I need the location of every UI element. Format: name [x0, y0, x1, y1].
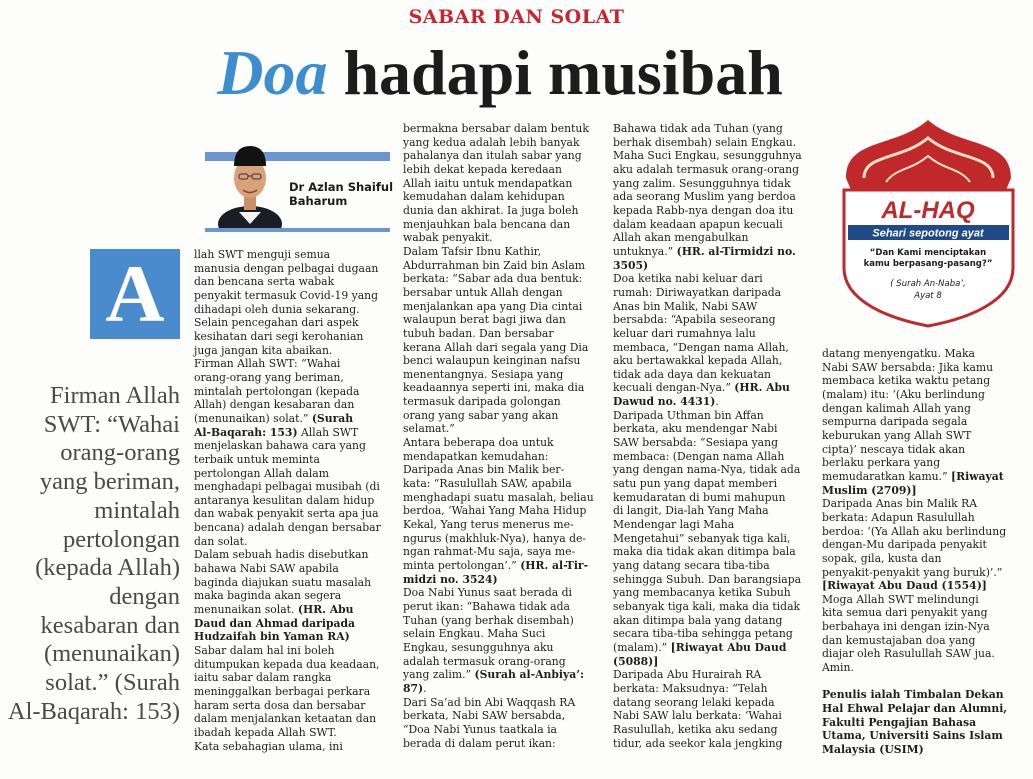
text-line: diajar oleh Rasulullah SAW jua. — [822, 647, 995, 661]
text-line: dan wabak penyakit serta apa jua — [194, 507, 379, 521]
text-line: untuknya.” (HR. al-Tirmidzi no. — [613, 244, 796, 258]
pull-quote — [0, 382, 180, 726]
text-line: menjauhkan bala bencana dan — [403, 217, 571, 231]
text-line: bahawa Nabi SAW apabila — [194, 562, 339, 576]
badge-tagline: Sehari sepotong ayat — [872, 227, 984, 240]
text-line: Firman Allah SWT: “Wahai — [194, 357, 341, 371]
text-line: haram serta dosa dan bersabar — [194, 698, 366, 712]
text-line: Daripada Abu Hurairah RA — [613, 668, 762, 682]
text-line: dengan kalimah Allah yang — [822, 401, 971, 415]
badge-source-line1: ( Surah An-Naba’, — [890, 279, 966, 289]
text-line: SAW bersabda: “Sesiapa yang — [613, 436, 778, 450]
text-line: 3505) — [613, 258, 649, 272]
text-line: keadaannya seperti ini, maka dia — [403, 381, 585, 395]
text-line: Malaysia (USIM) — [822, 743, 924, 757]
headline — [0, 38, 1000, 108]
text-line: menjalankan apa yang Dia cintai — [403, 299, 583, 313]
text-line: bersabda: “Apabila seseorang — [613, 313, 776, 327]
text-line: Maha Suci Engkau, sesungguhnya — [613, 149, 802, 163]
text-line: 87). — [403, 681, 427, 695]
text-line: ditumpukan kepada dua keadaan, — [194, 657, 380, 671]
text-line: selamat.” — [403, 422, 455, 436]
text-line: berkata, aku mendengar Nabi — [613, 422, 778, 436]
text-line: Nabi SAW bersabda: Jika kamu — [822, 360, 994, 374]
text-line: berbahaya ini dengan izin-Nya — [822, 620, 990, 634]
text-line: lebih dekat kepada keredaan — [403, 162, 562, 176]
text-line: baginda diajukan suatu masalah — [194, 575, 372, 589]
text-line: minta pertolongan’.” (HR. al-Tir- — [403, 559, 589, 572]
badge-verse-line1: “Dan Kami menciptakan — [869, 248, 987, 258]
text-line: dalam menjalankan ketaatan dan — [194, 712, 377, 726]
text-line: kecuali dengan-Nya.” (HR. Abu — [613, 381, 790, 395]
author-name — [289, 180, 399, 208]
text-line: Dari Sa’ad bin Abi Waqqash RA — [403, 695, 576, 709]
drop-cap: A — [90, 249, 180, 339]
text-line: dihadapi oleh dunia sekarang. — [194, 302, 360, 316]
text-line: cipta)’ nescaya tidak akan — [822, 442, 966, 456]
text-line: berdoa: ‘(Ya Allah aku berlindung — [822, 524, 1007, 538]
text-line: aku adalah termasuk orang-orang — [613, 162, 800, 176]
text-line: yang dengan nama-Nya, tidak ada — [613, 463, 801, 477]
text-line: “Doa Nabi Yunus taatkala ia — [403, 722, 557, 736]
text-line: aku bertawakkal kepada Allah, — [613, 354, 783, 368]
text-line: kemudahan dalam kehidupan — [403, 190, 565, 204]
text-line: perut ikan: “Bahawa tidak ada — [403, 599, 570, 613]
text-line: bermakna bersabar dalam bentuk — [403, 122, 589, 135]
text-line: dan bencana serta wabak — [194, 275, 335, 289]
text-line: Doa Nabi Yunus saat berada di — [403, 586, 572, 600]
text-line: Dalam Tafsir Ibnu Kathir, — [403, 244, 542, 258]
author-name-line1: Dr Azlan Shaiful — [289, 180, 394, 194]
text-line: ngan rahmat-Mu saja, saya me- — [403, 545, 576, 559]
text-line: mendapatkan kemudahan: — [403, 449, 549, 463]
text-line: dalam keadaan apapun kecuali — [613, 217, 783, 231]
text-line: walaupun berat bagi jiwa dan — [403, 313, 566, 327]
text-line: antaranya kesulitan dalam hidup — [194, 493, 375, 507]
text-line: Sabar dalam hal ini boleh — [194, 644, 335, 658]
text-line: mintalah pertolongan (kepada — [194, 384, 360, 398]
text-line: Selain pencegahan dari aspek — [194, 316, 359, 330]
headline-highlight: Doa — [217, 37, 328, 108]
pull-quote-line: pertolongan — [62, 525, 180, 553]
text-line: bencana) adalah dengan bersabar — [194, 521, 381, 535]
text-line: manusia dengan pelbagai dugaan — [194, 261, 379, 275]
text-line: menentangnya. Sesiapa yang — [403, 367, 564, 381]
text-line: menghadapi pelbagai musibah (di — [194, 480, 380, 494]
text-line: Dalam sebuah hadis disebutkan — [194, 548, 369, 562]
text-line: termasuk daripada golongan — [403, 395, 561, 409]
text-line: berkata: Maksudnya: “Telah — [613, 681, 768, 695]
text-line: Allah akan mengabulkan — [613, 231, 749, 245]
text-line: Anas bin Malik, Nabi SAW — [613, 299, 758, 313]
pull-quote-line: dengan — [109, 582, 180, 610]
text-line: adalah termasuk orang-orang — [403, 654, 566, 668]
text-line: berhak disembah) selain Engkau. — [613, 135, 797, 149]
pull-quote-line: Firman Allah — [50, 382, 180, 409]
badge-ornament — [846, 120, 1011, 190]
column-2 — [403, 122, 603, 750]
text-line: maka baginda akan segera — [194, 589, 342, 603]
text-line: Dawud no. 4431). — [613, 395, 719, 409]
column-3 — [613, 122, 818, 750]
text-line: membaca: (Dengan nama Allah — [613, 449, 785, 463]
text-line: akan ditimpa bala yang datang — [613, 613, 783, 627]
text-line: yang kedua adalah lebih banyak — [403, 135, 580, 149]
text-line: Mendengar lagi Maha — [613, 518, 735, 532]
text-line: berdoa, ‘Wahai Yang Maha Hidup — [403, 504, 587, 518]
text-line: pertolongan Allah dalam — [194, 466, 329, 480]
text-line: ngurus (makhluk-Nya), hanya de- — [403, 531, 587, 545]
text-line: membaca, “Dengan nama Allah, — [613, 340, 789, 354]
text-line: Bahawa tidak ada Tuhan (yang — [613, 122, 783, 135]
text-line: Utama, Universiti Sains Islam — [822, 729, 1003, 743]
text-line: sehingga Subuh. Dan barangsiapa — [613, 572, 802, 586]
text-line: Nabi SAW lalu berkata: ‘Wahai — [613, 709, 782, 723]
text-line: (malam).” [Riwayat Abu Daud — [613, 640, 787, 654]
pull-quote-line: solat.” (Surah — [45, 669, 180, 697]
text-line: Allah) dengan kesabaran dan — [194, 398, 355, 412]
text-line: dan kemustajaban doa yang — [822, 633, 976, 647]
text-line: berlaku perkara yang — [822, 456, 941, 470]
text-line: yang zalim.” (Surah al-Anbiya’: — [403, 668, 585, 682]
text-line: sebanyak tiga kali, maka dia tidak — [613, 599, 801, 613]
text-line: datang seorang lelaki kepada — [613, 695, 775, 709]
text-line: Mengetahui” sebanyak tiga kali, — [613, 531, 791, 545]
text-line: kata: “Rasulullah SAW, apabila — [403, 477, 572, 491]
text-line: ibadah kepada Allah SWT. — [194, 725, 337, 739]
text-line: tubuh badan. Dan bersabar — [403, 326, 554, 340]
pull-quote-line: yang beriman, — [39, 468, 180, 496]
text-line: bersabar untuk Allah dengan — [403, 285, 563, 299]
text-line: Antara beberapa doa untuk — [403, 436, 554, 450]
author-photo — [217, 132, 283, 228]
author-box — [205, 132, 394, 232]
text-line: penyakit termasuk Covid-19 yang — [194, 288, 379, 302]
text-line: tidur, ada seekor kala jengking — [613, 736, 783, 750]
text-line: kita semua dari penyakit yang — [822, 606, 988, 620]
text-line: berkata: Adapun Rasulullah — [822, 510, 975, 524]
text-line: berada di dalam perut ikan: — [403, 736, 556, 750]
text-line: keburukan yang Allah SWT — [822, 428, 972, 442]
text-line: membaca ketika waktu petang — [822, 374, 991, 388]
text-line: Abdurrahman bin Zaid bin Aslam — [403, 258, 586, 272]
text-line: satu pun yang dapat memberi — [613, 477, 778, 491]
text-line: llah SWT menguji semua — [194, 248, 331, 261]
pull-quote-line: SWT: “Wahai — [43, 410, 180, 438]
text-line: Doa ketika nabi keluar dari — [613, 272, 763, 286]
text-line: (5088)] — [613, 654, 659, 668]
text-line: ada seorang Muslim yang berdoa — [613, 190, 796, 204]
kicker: SABAR DAN SOLAT — [408, 6, 625, 28]
text-line: keluar dari rumahnya lalu — [613, 326, 756, 340]
pull-quote-line: Al-Baqarah: 153) — [7, 697, 180, 725]
text-line: yang membacanya ketika Subuh — [613, 586, 791, 600]
text-line: iaitu sabar dalam rangka — [194, 671, 332, 685]
column-1 — [194, 248, 394, 753]
text-line: Hal Ehwal Pelajar dan Alumni, — [822, 702, 1008, 716]
pull-quote-line: (kepada Allah) — [35, 554, 180, 582]
badge-brand: AL-HAQ — [881, 197, 975, 224]
text-line: yang zalim. Sesungguhnya tidak — [613, 176, 791, 190]
text-line: Al-Baqarah: 153) Allah SWT — [194, 425, 359, 439]
text-line: kemudaratan di bumi mahupun — [613, 490, 786, 504]
badge-source-line2: Ayat 8 — [914, 291, 942, 301]
text-line: tidak ada daya dan kekuatan — [613, 367, 771, 381]
text-line: Daripada Uthman bin Affan — [613, 408, 764, 422]
headline-rest: hadapi musibah — [343, 37, 783, 108]
text-line: datang menyengatku. Maka — [822, 347, 975, 360]
text-line: Rasulullah, ketika aku sedang — [613, 722, 778, 736]
text-line: Kata sebahagian ulama, ini — [194, 739, 343, 753]
pull-quote-line: (menunaikan) — [43, 640, 180, 668]
badge-verse-line2: kamu berpasang-pasang?” — [863, 259, 993, 269]
text-line: selain Engkau. Maha Suci — [403, 627, 546, 641]
text-line: meninggalkan berbagai perkara — [194, 685, 371, 698]
author-bar-bottom — [205, 228, 390, 232]
text-line: Fakulti Pengajian Bahasa — [822, 715, 977, 729]
text-line: orang-orang yang beriman, — [194, 370, 344, 384]
text-line: wabak penyakit. — [403, 231, 493, 245]
text-line: Daripada Anas bin Malik RA — [822, 497, 978, 511]
text-line — [822, 675, 1027, 689]
text-line: memudaratkan kamu.” [Riwayat — [822, 469, 1004, 483]
al-haq-badge — [836, 118, 1021, 328]
text-line: sopak, gila, kusta dan — [822, 551, 942, 565]
text-line: Amin. — [822, 661, 854, 675]
text-line: Daripada Anas bin Malik ber- — [403, 463, 565, 477]
text-line: Hudzaifah bin Yaman RA) — [194, 630, 350, 644]
text-line: juga jangan kita abaikan. — [194, 343, 333, 357]
column-4 — [822, 347, 1027, 757]
text-line: kerana Allah dari segala yang Dia — [403, 340, 589, 354]
text-line: midzi no. 3524) — [403, 572, 498, 586]
text-line: benci walaupun keinginan nafsu — [403, 354, 581, 368]
text-line: dengan-Mu daripada penyakit — [822, 538, 987, 552]
text-line: menunaikan solat. (HR. Abu — [194, 603, 354, 617]
text-line: Engkau, sesungguhnya aku — [403, 640, 554, 654]
text-line: berkata, Nabi SAW bersabda, — [403, 709, 566, 723]
text-line: kepada Rabb-nya dengan doa itu — [613, 203, 794, 217]
text-line: sempurna daripada segala — [822, 415, 968, 429]
text-line: pahalanya dan itulah sabar yang — [403, 149, 582, 163]
text-line: menghadapi suatu masalah, beliau — [403, 490, 594, 504]
text-line: yang datang secara tiba-tiba — [613, 559, 770, 572]
pull-quote-line: orang-orang — [60, 439, 180, 467]
text-line: rumah: Diriwayatkan daripada — [613, 285, 782, 299]
text-line: secara tiba-tiba sehingga petang — [613, 627, 793, 641]
text-line: menjelaskan bahawa cara yang — [194, 439, 366, 453]
text-line: penyakit-penyakit yang buruk)’.” — [822, 565, 1003, 579]
pull-quote-line: kesabaran dan — [40, 611, 180, 639]
text-line: terbaik untuk meminta — [194, 452, 320, 466]
author-name-line2: Baharum — [289, 194, 348, 208]
text-line: Moga Allah SWT melindungi — [822, 592, 979, 606]
text-line: kesihatan dari segi kerohanian — [194, 329, 364, 343]
text-line: orang yang sabar yang akan — [403, 408, 559, 422]
text-line: Kekal, Yang terus menerus me- — [403, 518, 574, 532]
text-line: Penulis ialah Timbalan Dekan — [822, 688, 1004, 702]
text-line: Muslim (2709)] — [822, 483, 917, 497]
text-line: dunia dan akhirat. Ia juga boleh — [403, 203, 579, 217]
text-line: Allah iaitu untuk mendapatkan — [403, 176, 573, 190]
text-line: (menunaikan) solat.” (Surah — [194, 411, 354, 425]
text-line: berkata: “Sabar ada dua bentuk: — [403, 272, 583, 286]
pull-quote-line: mintalah — [94, 496, 180, 524]
text-line: [Riwayat Abu Daud (1554)] — [822, 579, 987, 593]
text-line: maka dia tidak akan ditimpa bala — [613, 545, 796, 559]
text-line: Daud dan Ahmad daripada — [194, 616, 356, 630]
text-line: dan solat. — [194, 534, 248, 548]
text-line: Tuhan (yang berhak disembah) — [403, 613, 574, 627]
text-line: (malam) itu: ‘(Aku berlindung — [822, 387, 985, 401]
text-line: di langit, Dia-lah Yang Maha — [613, 504, 769, 518]
